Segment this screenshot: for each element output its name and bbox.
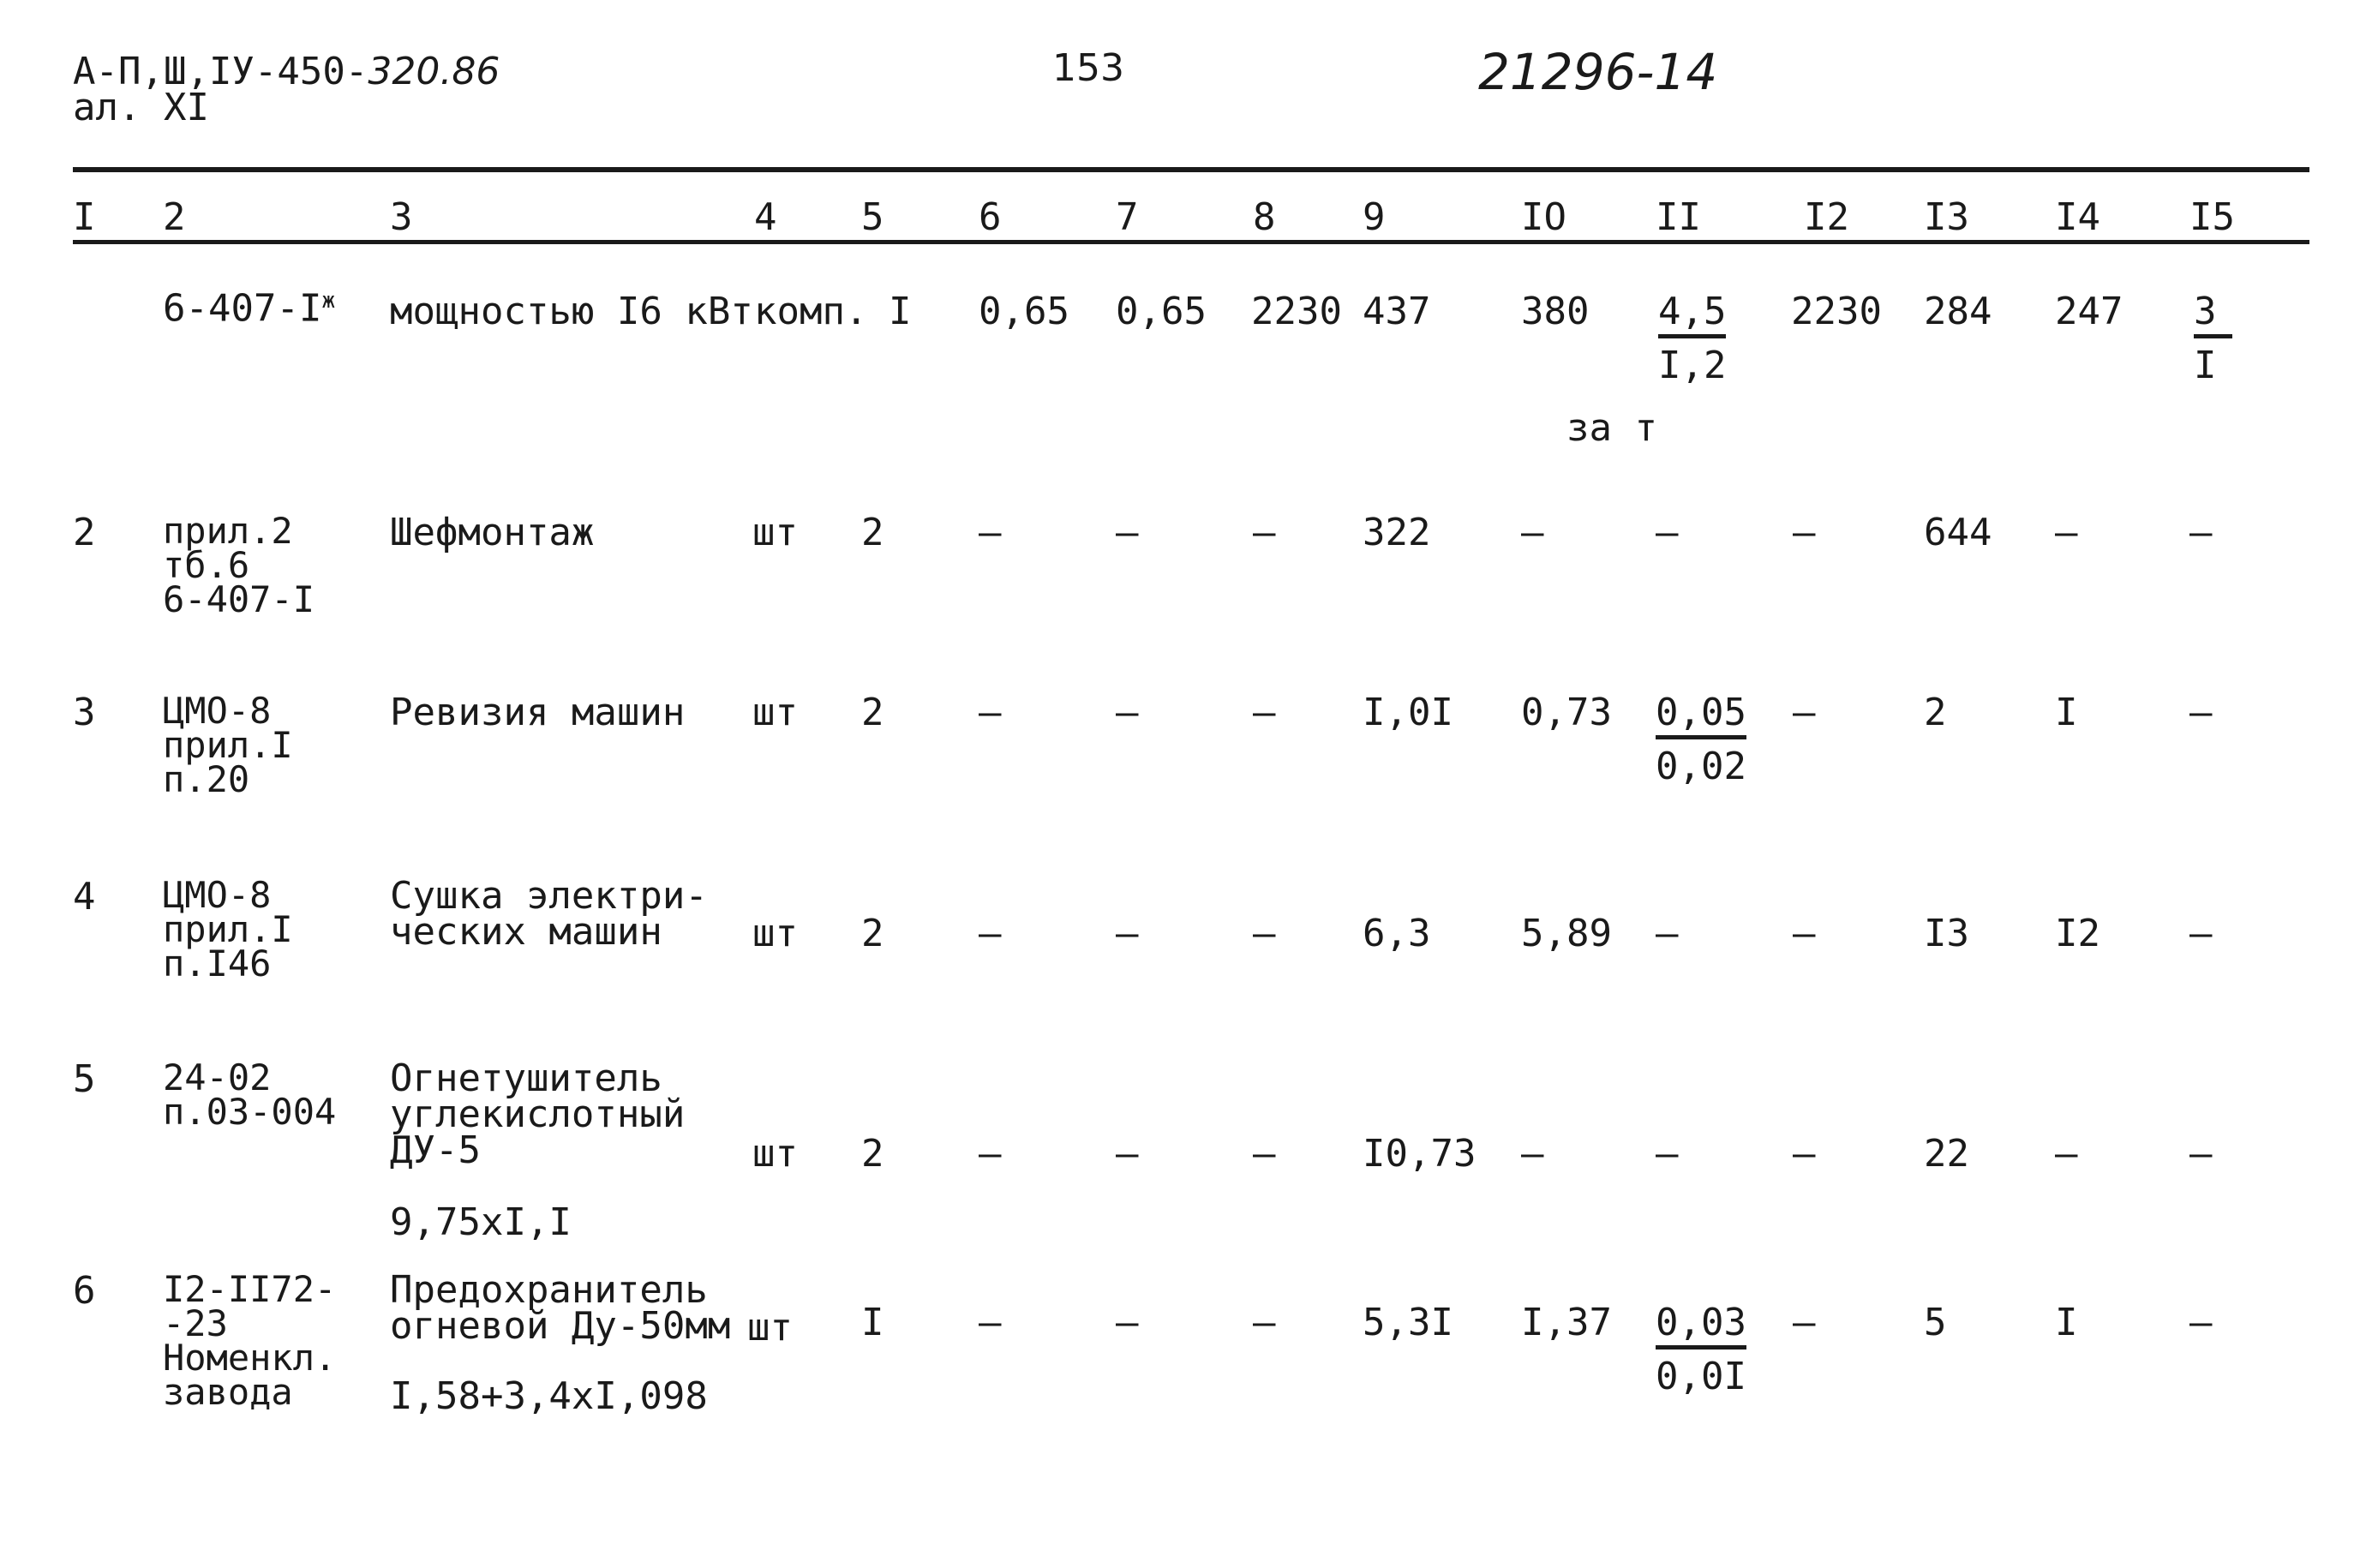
row-unit: шт — [752, 1132, 798, 1176]
cell: I2 — [2055, 912, 2100, 955]
column-header: 2 — [163, 195, 186, 239]
column-header: I5 — [2189, 195, 2235, 239]
column-header: 7 — [1116, 195, 1139, 239]
cell: – — [2189, 1132, 2213, 1176]
cell: – — [1253, 1132, 1276, 1176]
footnote-mark: ж — [321, 288, 336, 314]
cell: – — [2189, 691, 2213, 734]
cell: 0,65 — [979, 290, 1069, 333]
cell: – — [1521, 1132, 1544, 1176]
cell: – — [1116, 1132, 1139, 1176]
column-header: I4 — [2055, 195, 2100, 239]
cell: 5 — [1924, 1301, 1947, 1344]
fraction-denominator: 0,0I — [1656, 1355, 1746, 1398]
row-quantity: 2 — [861, 511, 884, 554]
cell: 6,3 — [1363, 912, 1431, 955]
cell: – — [1253, 511, 1276, 554]
column-header: I3 — [1924, 195, 1969, 239]
cell: – — [2189, 1301, 2213, 1344]
row-unit: шт — [747, 1306, 793, 1350]
row-unit: комп. — [754, 290, 868, 333]
row-reference: ЦМО-8 прил.I п.20 — [163, 690, 293, 800]
fraction-cell — [1656, 1301, 1746, 1398]
cell: – — [2189, 912, 2213, 955]
cell: – — [1656, 511, 1679, 554]
cell: 437 — [1363, 290, 1431, 333]
cell: – — [979, 691, 1002, 734]
row-number: 4 — [73, 875, 96, 919]
cell: – — [1116, 691, 1139, 734]
row-quantity: I — [861, 1301, 884, 1344]
cell: – — [1253, 691, 1276, 734]
cell: I0,73 — [1363, 1132, 1477, 1176]
column-header: 8 — [1253, 195, 1276, 239]
document-code-typed: А-П,Ш,IУ-450- — [73, 50, 368, 93]
cell: – — [1793, 1301, 1816, 1344]
cell: – — [2189, 511, 2213, 554]
cell: – — [1116, 1301, 1139, 1344]
sheet-label: ал. XI — [73, 86, 209, 129]
row-quantity: 2 — [861, 912, 884, 955]
cell: – — [979, 511, 1002, 554]
cell: I,0I — [1363, 691, 1453, 734]
column-header: 6 — [979, 195, 1002, 239]
column-header: II — [1656, 195, 1701, 239]
cell: 5,89 — [1521, 912, 1612, 955]
column-header: I2 — [1804, 195, 1849, 239]
cell: – — [1116, 511, 1139, 554]
cell: 380 — [1521, 290, 1590, 333]
row-reference: ЦМО-8 прил.I п.I46 — [163, 874, 293, 984]
row-number: 5 — [73, 1057, 96, 1101]
row-quantity: 2 — [861, 691, 884, 734]
cell: 284 — [1924, 290, 1992, 333]
fraction-numerator: 3 — [2194, 293, 2232, 338]
cell: – — [1793, 691, 1816, 734]
document-code-handwritten: 320.86 — [368, 50, 500, 93]
cell: 644 — [1924, 511, 1992, 554]
calculation-note: 9,75хI,I — [390, 1200, 572, 1244]
fraction-cell — [2194, 290, 2232, 387]
top-rule — [73, 167, 2309, 172]
column-header: 9 — [1363, 195, 1386, 239]
fraction-numerator: 0,03 — [1656, 1304, 1746, 1350]
document-number: 21296-14 — [1478, 43, 1718, 101]
cell: – — [1253, 1301, 1276, 1344]
column-header: 3 — [390, 195, 413, 239]
cell: I3 — [1924, 912, 1969, 955]
cell: – — [1656, 912, 1679, 955]
column-header: 5 — [861, 195, 884, 239]
row-quantity: I — [889, 290, 912, 333]
row-reference: I2-II72- -23 Номенкл. завода — [163, 1268, 337, 1413]
row-number: 2 — [73, 511, 96, 554]
cell: 322 — [1363, 511, 1431, 554]
cell: – — [1253, 912, 1276, 955]
cell: 22 — [1924, 1132, 1969, 1176]
row-quantity: 2 — [861, 1132, 884, 1176]
header-rule — [73, 240, 2309, 244]
cell: – — [1116, 912, 1139, 955]
row-reference: прил.2 тб.6 6-407-I — [163, 510, 315, 620]
cell: – — [979, 1301, 1002, 1344]
cell: – — [1793, 1132, 1816, 1176]
fraction-denominator: 0,02 — [1656, 745, 1746, 788]
cell: I — [2055, 691, 2078, 734]
fraction-denominator: I — [2194, 344, 2217, 387]
cell: – — [979, 912, 1002, 955]
row-description: Ревизия машин — [390, 691, 686, 734]
cell: 2230 — [1791, 290, 1882, 333]
page-number: 153 — [1052, 46, 1124, 90]
cell: I — [2055, 1301, 2078, 1344]
unit-note: за т — [1566, 406, 1657, 450]
cell: 2 — [1924, 691, 1947, 734]
row-unit: шт — [752, 691, 798, 734]
calculation-note: I,58+3,4хI,098 — [390, 1374, 708, 1418]
fraction-denominator: I,2 — [1658, 344, 1727, 387]
cell: – — [1521, 511, 1544, 554]
cell: 2230 — [1251, 290, 1342, 333]
cell: 0,73 — [1521, 691, 1612, 734]
row-reference: 24-02 п.03-004 — [163, 1056, 337, 1133]
fraction-numerator: 0,05 — [1656, 694, 1746, 739]
row-description: Огнетушитель углекислотный ДУ-5 — [390, 1056, 686, 1172]
cell: – — [1793, 912, 1816, 955]
row-number: 6 — [73, 1269, 96, 1313]
cell: – — [1793, 511, 1816, 554]
fraction-numerator: 4,5 — [1658, 293, 1726, 338]
row-unit: шт — [752, 511, 798, 554]
cell: – — [2055, 511, 2078, 554]
fraction-cell — [1656, 691, 1746, 788]
row-reference: $6-407-I^ж$ — [163, 286, 336, 331]
row-number: 3 — [73, 691, 96, 734]
fraction-cell — [1658, 290, 1727, 387]
cell: 0,65 — [1116, 290, 1207, 333]
cell: – — [2055, 1132, 2078, 1176]
cell: I,37 — [1521, 1301, 1612, 1344]
cell: – — [979, 1132, 1002, 1176]
cell: 5,3I — [1363, 1301, 1453, 1344]
row-description: мощностью I6 кВт — [390, 290, 753, 333]
cell: 247 — [2055, 290, 2123, 333]
row-description: Шефмонтаж — [390, 511, 595, 554]
row-description: Сушка электри- ческих машин — [390, 874, 708, 954]
row-unit: шт — [752, 912, 798, 955]
row-description: Предохранитель огневой Ду-50мм — [390, 1268, 731, 1348]
column-header: IO — [1521, 195, 1566, 239]
cell: – — [1656, 1132, 1679, 1176]
column-header: I — [73, 195, 96, 239]
column-header: 4 — [754, 195, 777, 239]
